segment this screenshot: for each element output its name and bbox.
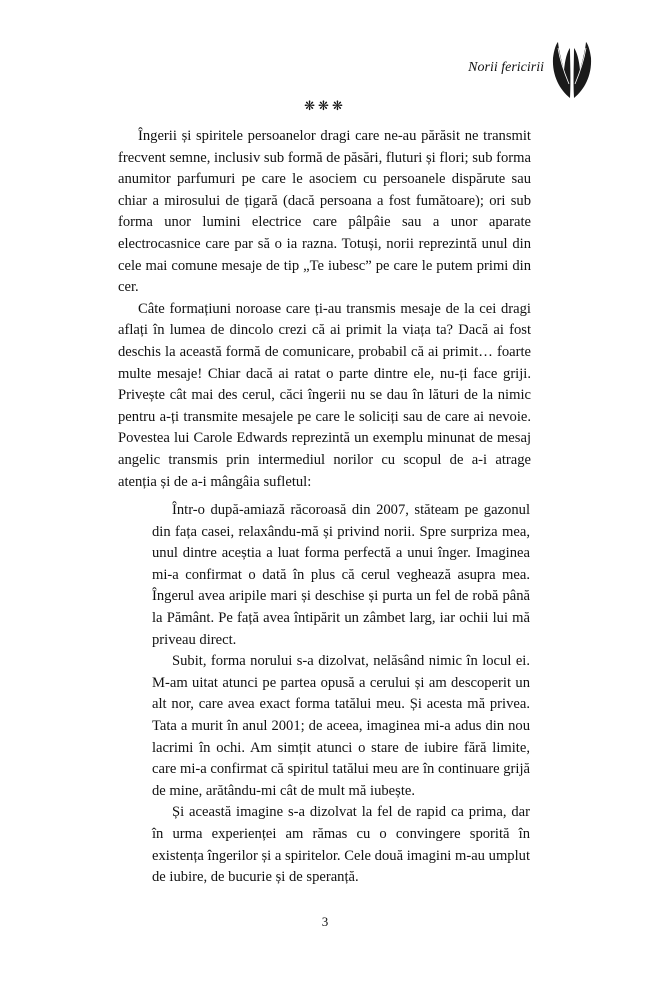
quote-paragraph: Și această imagine s-a dizolvat la fel de rapid ca prima, dar în urma experienței am rămas cu o convingere sporită în existența îngerilor și a spiritelor. Cele două imagini m-au umplut de iubire, de bucurie și de speranță. <box>152 804 530 886</box>
block-quote <box>152 500 530 889</box>
page-number: 3 <box>321 914 329 929</box>
running-header: Norii fericirii <box>468 60 544 75</box>
quote-paragraph: Subit, forma norului s-a dizolvat, nelăsând nimic în locul ei. M-am uitat atunci pe partea opusă a cerului și am descoperit un alt nor, care avea exact forma tatălui meu. Și acesta mă privea. Tata a murit în anul 2001; de aceea, imaginea mi-a adus din nou lacrimi în ochi. Am simțit atunci o stare de iubire fără limite, care mi-a confirmat că spiritul tatălui meu are în continuare grijă de mine, arătându-mi cât de mult mă iubește. <box>152 653 530 799</box>
paragraph: Îngerii și spiritele persoanelor dragi care ne-au părăsit ne transmit frecvent semne, inclusiv sub formă de păsări, fluturi și flori; sub forma anumitor parfumuri pe care le asociem cu persoanele dispărute sau chiar a mirosului de țigară (dacă persoana a fost fumătoare); ori sub forma unor lumini electrice care pâlpâie sau a unor aparate electrocasnice care par să o ia razna. Totuși, norii reprezintă unul din cele mai comune mesaje de tip „Te iubesc” pe care le putem primi din cer. <box>118 128 531 296</box>
body-text <box>118 126 531 493</box>
angel-wings-icon <box>550 40 594 102</box>
paragraph: Câte formațiuni noroase care ți-au transmis mesaje de la cei dragi aflați în lumea de dincolo crezi că ai primit la viața ta? Dacă ai fost deschis la această formă de comunicare, probabil că ai primit… foarte multe mesaje! Chiar dacă ai ratat o parte dintre ele, nu-ți face griji. Privește cât mai des cerul, căci îngerii nu se dau în lături de la nimic pentru a-ți transmite mesajele pe care le soliciți sau de care ai nevoie. Povestea lui Carole Edwards reprezintă un exemplu minunat de mesaj angelic transmis prin intermediul norilor cu scopul de a-i atrage atenția și de a-i mângâia sufletul: <box>118 300 531 490</box>
quote-paragraph: Într-o după-amiază răcoroasă din 2007, stăteam pe gazonul din fața casei, relaxându-mă și privind norii. Spre surpriza mea, unul dintre aceștia a luat forma perfectă a unui înger. Imaginea mi-a confirmat o dată în plus că cerul veghează asupra mea. Îngerul avea aripile mari și deschise și purta un fel de robă până la Pământ. Pe față avea întipărit un zâmbet larg, iar ochii lui mă priveau direct. <box>152 502 530 648</box>
section-separator: ❋❋❋ <box>304 98 346 113</box>
